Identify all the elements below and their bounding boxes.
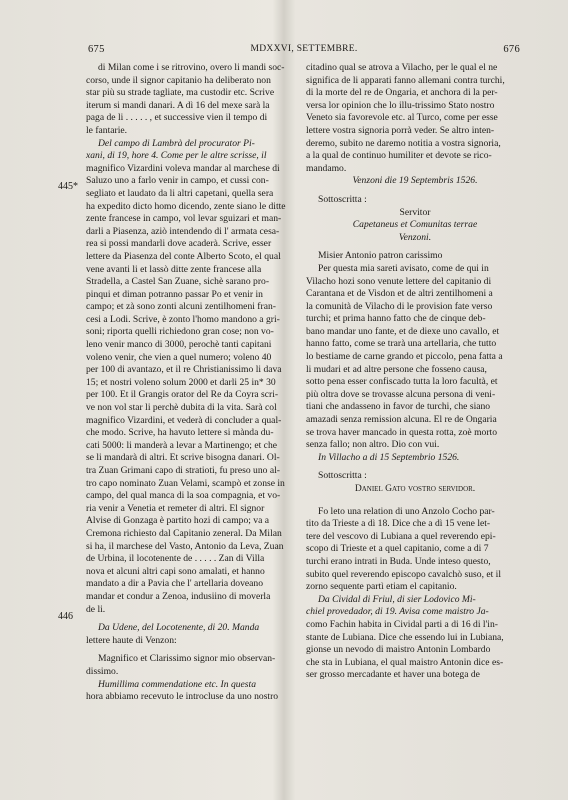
text-line: de li. xyxy=(86,603,106,615)
text-line: Veneto sia favorevole etc. al Turco, come per esse xyxy=(306,112,498,124)
text-line: a la qual de continuo humiliter et devote se rico- xyxy=(306,150,492,162)
section-heading: xani, di 19, hore 4. Come per le altre scrisse, il xyxy=(86,150,267,162)
text-line: Misier Antonio patron carissimo xyxy=(318,250,443,262)
text-line: amazadi senza remission alcuna. El re de Ongaria xyxy=(306,414,497,426)
text-line: zorno sequente partì etiam el capitanio. xyxy=(306,581,457,593)
text-line: se trova haver mancado in questa rotta, zoè morto xyxy=(306,426,498,438)
text-line: di Milan come i se ritrovino, overo li mandi soc- xyxy=(98,62,285,73)
text-line: che modo. Scrive, ha havuto lettere si mànda du- xyxy=(86,427,274,439)
text-line: le fantarie. xyxy=(86,124,128,136)
text-line: star più su strade tagliate, ma custodir etc. Scrive xyxy=(86,87,275,99)
text-line: iterum si mandi danari. A dì 16 del mexe sarà la xyxy=(86,99,270,111)
text-line: più oltra dove se trovasse alcuna persona di veni- xyxy=(306,388,496,400)
text-line: zente francese in campo, vol levar sguizari et man- xyxy=(86,213,282,225)
text-line: tito da Trieste a dì 18. Dice che a dì 15 vene let- xyxy=(306,518,491,530)
text-line: leno venir manco di 3000, perochè tanti capitani xyxy=(86,339,272,351)
text-line: hanno fatto, come se trarà una artellaria, che tutto xyxy=(306,338,497,350)
text-line: subito quel reverendo episcopo cavalchò suso, et il xyxy=(306,568,502,580)
text-line: hora abbiamo recevuto le introcluse da uno nostro xyxy=(86,691,279,703)
section-heading: Del campo di Lambrà del procurator Pi- xyxy=(98,137,255,149)
text-line: sotto pena esser confiscado tutta la loro facultà, et xyxy=(306,376,498,388)
text-line: lo bestiame de carne grando et piccolo, pena fatta a xyxy=(306,351,503,363)
section-heading: Da Udene, del Locotenente, di 20. Manda xyxy=(98,622,260,634)
text-line: versa lor opinion che lo illu-trissimo Stato nostro xyxy=(306,99,495,111)
text-line: Magnifico et Clarissimo signor mio observan- xyxy=(98,653,276,665)
text-line: magnifico Vizardini, et vederà di concluder a qual- xyxy=(86,414,282,426)
text-line: stante de Lubiana. Dice che essendo lui in Lubiana, xyxy=(306,631,504,643)
text-line: ser grosso mercadante et haver una botega de xyxy=(306,669,480,681)
text-line: magnifico Vizardini voleva mandar al marchese di xyxy=(86,162,280,174)
text-line: di la morte del re de Ongaria, et anchora di la per- xyxy=(306,87,498,99)
text-line: campo, del qual manca di la soa compagnia, et vo- xyxy=(86,490,281,502)
text-line: se li mandarà di altri. Et scrive bisogna danari. Ol- xyxy=(86,452,280,464)
text-line: bano mandar uno fante, et de diexe uno cavallo, et xyxy=(306,325,500,337)
text-line: turchi; et prima hanno fatto che de cinque deb- xyxy=(306,313,486,325)
text-line: Carantana et de Visdon et de altri zentilhomeni a xyxy=(306,288,493,300)
text-line: 15; et nostri voleno solum 2000 et darli 25 in* 30 xyxy=(86,376,276,388)
page-number-left: 675 xyxy=(88,44,105,55)
section-heading: Da Cividal di Friul, di sier Lodovico Mi- xyxy=(318,593,476,605)
signature-line: Servitor xyxy=(399,206,431,218)
text-line: campo; et zà sono zonti alcuni zentilhomeni fran- xyxy=(86,301,276,313)
text-line: nova et alcuni altri capi sono amalati, et hanno xyxy=(86,565,265,577)
text-line: Vilacho hozi sono venute lettere del capitanio di xyxy=(306,275,492,287)
text-line: significa de li apparati fanno allemani contra turchi, xyxy=(306,74,505,86)
text-line: li mudari et ad altre persone che fosseno causa, xyxy=(306,363,487,375)
text-line: si ha, il marchese del Vasto, Antonio da Leva, Zuan xyxy=(86,540,284,552)
text-line: per 100 di avantazo, et il re Christianissimo li dava xyxy=(86,364,282,376)
text-line: Alvise di Gonzaga è partito hozi di campo; va a xyxy=(86,515,270,527)
text-line: lettere haute di Venzon: xyxy=(86,634,177,646)
text-line: la comunità de Vilacho di le provision fate verso xyxy=(306,300,493,312)
text-line: Saluzo uno a farlo venir in campo, et cussi con- xyxy=(86,175,269,187)
right-column xyxy=(306,62,524,682)
dateline: Venzoni die 19 Septembris 1526. xyxy=(352,175,478,187)
running-title: MDXXVI, SETTEMBRE. xyxy=(250,44,358,54)
text-line: per 100. Et il Grangis orator del Re da Coyra scri- xyxy=(86,389,279,401)
text-line: mandar et condur a Zenoa, indusiino di moverla xyxy=(86,590,271,602)
dateline: In Villacho a di 15 Septembrio 1526. xyxy=(318,451,460,463)
text-line: Sottoscritta : xyxy=(318,193,367,205)
signature-line: Venzoni. xyxy=(398,231,432,243)
text-line: vene avanti li et lassò ditte zente francese alla xyxy=(86,263,262,275)
text-line: che sta in Lubiana, el qual maistro Antonin dice es- xyxy=(306,656,504,668)
text-line: de Urbina, il locotenente de . . . . . Zan di Villa xyxy=(86,553,265,565)
text-line: ria venir a Venetia et remeter di altri. El signor xyxy=(86,502,265,514)
text-line: soni; riporta quelli richiedono gran cose; non vo- xyxy=(86,326,274,338)
text-line: mandamo. xyxy=(306,162,347,174)
text-line: Fo leto una relation di uno Anzolo Cocho par- xyxy=(318,505,495,517)
text-line: paga de li . . . . . , et successive vien il tempo di xyxy=(86,112,268,124)
text-line: ha expedito dicto homo dicendo, zente siano le ditte xyxy=(86,200,286,212)
text-line: Per questa mia sareti avisato, come de qui in xyxy=(318,262,489,274)
text-line: cati 5000: li manderà a levar a Martinengo; et che xyxy=(86,439,277,451)
text-line: Stradella, a Castel San Zuane, sichè sarano pro- xyxy=(86,276,270,288)
margin-number: 445* xyxy=(58,181,78,192)
text-line: Sottoscritta : xyxy=(318,470,367,482)
text-line: ve non vol star li perchè dubita di la vita. Sarà col xyxy=(86,402,277,414)
margin-number: 446 xyxy=(58,611,73,622)
text-line: gionse un nevodo di maistro Antonin Lombardo xyxy=(306,644,491,656)
text-line: tra Zuan Grimani capo di stratioti, fu preso uno al- xyxy=(86,465,280,476)
signature-line: Capetaneus et Comunitas terrae xyxy=(352,219,478,231)
text-line: rea si possi mandarli dove acaderà. Scrive, esser xyxy=(86,238,272,250)
text-line: darli a Piasenza, aziò intendendo di l' armata cesa- xyxy=(86,225,280,237)
text-line: lettere da Piasenza del conte Alberto Scoto, el qual xyxy=(86,250,281,262)
left-column xyxy=(86,62,302,704)
text-line: como Fachin habita in Cividal parti a di 16 di l'in- xyxy=(306,618,498,630)
text-line: turchi erano intrati in Buda. Unde inteso questo, xyxy=(306,555,491,567)
running-header xyxy=(88,44,520,58)
text-line: citadino qual se atrova a Vilacho, per le qual el ne xyxy=(306,62,498,73)
text-line: scopo di Trieste et a quel capitanio, come a di 7 xyxy=(306,543,489,555)
signature-line: Daniel Gato vostro servidor. xyxy=(354,483,476,494)
text-line: tro capo nominato Zuan Velami, scampò et zonse in xyxy=(86,477,285,489)
text-line: cesi a Lodi. Scrive, è zonto l'homo mandono a gri- xyxy=(86,313,280,325)
text-line: deremo, subito ne daremo notitia a vostra signoria, xyxy=(306,137,501,149)
text-line: voleno venir, che vien a quel numero; voleno 40 xyxy=(86,351,272,363)
text-line: senza fallo; non altro. Dio con vui. xyxy=(306,439,440,451)
text-line: pinqui et diman potranno passar Po et venir in xyxy=(86,288,263,300)
section-heading: chiel provedador, di 19. Avisa come maistro Ja- xyxy=(306,606,489,618)
text-line: mandato a dir a Pavia che l' artellaria doveano xyxy=(86,578,264,590)
page-number-right: 676 xyxy=(503,44,520,55)
text-line: segliato et laudato da li altri capetani, quella sera xyxy=(86,187,274,199)
text-line: tiani che andasseno in favor de turchi, che siano xyxy=(306,401,491,413)
text-line: dissimo. xyxy=(86,665,119,677)
text-line: Cremona richiesto dal Capitanio zeneral. Da Milan xyxy=(86,527,282,539)
text-line: tere del vescovo di Lubiana a quel reverendo epi- xyxy=(306,530,496,542)
text-line: Humillima commendatione etc. In questa xyxy=(98,678,256,690)
text-line: lettere vostra signoria porrà veder. Se altro inten- xyxy=(306,124,495,136)
text-line: corso, unde il signor capitanio ha deliberato non xyxy=(86,74,271,86)
